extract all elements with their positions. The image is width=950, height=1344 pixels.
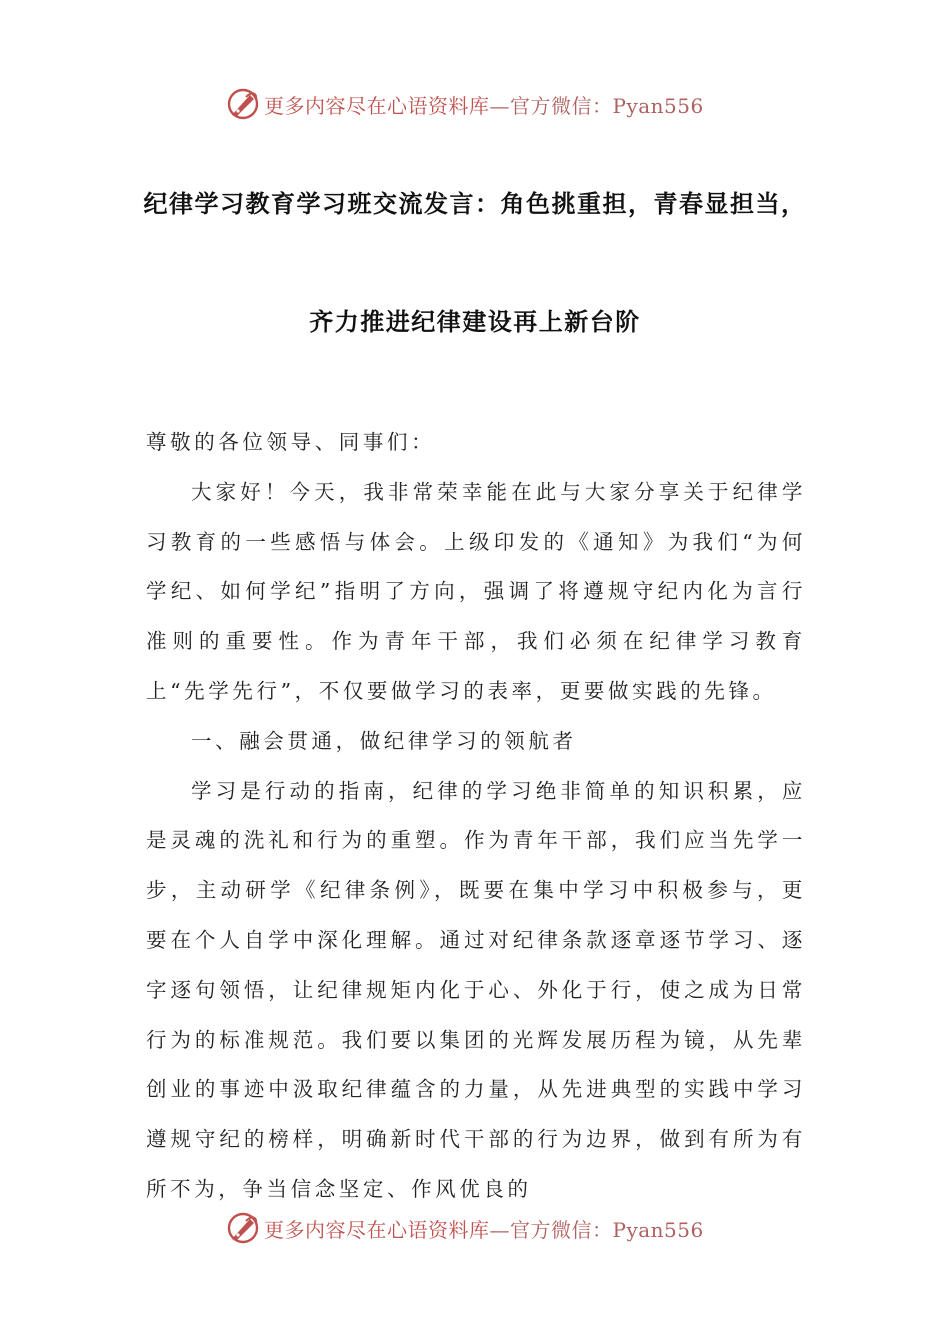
header-watermark	[226, 86, 746, 122]
pen-nib-logo-icon	[226, 1211, 260, 1245]
footer-watermark	[226, 1210, 746, 1246]
document-title-line-2: 齐力推进纪律建设再上新台阶	[309, 308, 641, 336]
document-body	[146, 418, 806, 1215]
watermark-site-name: 更多内容尽在心语资料库	[264, 93, 490, 118]
watermark-text	[264, 90, 704, 119]
watermark-contact: —官方微信：Pyan556	[489, 93, 704, 118]
watermark-contact: —官方微信：Pyan556	[489, 1217, 704, 1242]
pen-nib-logo-icon	[226, 87, 260, 121]
paragraph-intro: 大家好！今天，我非常荣幸能在此与大家分享关于纪律学习教育的一些感悟与体会。上级印发的《通知》为我们“为何学纪、如何学纪”指明了方向，强调了将遵规守纪内化为言行准则的重要性。作为青年干部，我们必须在纪律学习教育上“先学先行”，不仅要做学习的表率，更要做实践的先锋。	[146, 479, 806, 703]
document-title-line-1: 纪律学习教育学习班交流发言：角色挑重担，青春显担当，	[143, 190, 807, 218]
salutation: 尊敬的各位领导、同事们：	[146, 430, 436, 454]
section-heading-1: 一、融会贯通，做纪律学习的领航者	[191, 728, 577, 753]
watermark-site-name: 更多内容尽在心语资料库	[264, 1217, 490, 1242]
watermark-text	[264, 1214, 704, 1243]
paragraph-section-1: 学习是行动的指南，纪律的学习绝非简单的知识积累，应是灵魂的洗礼和行为的重塑。作为青年干部，我们应当先学一步，主动研学《纪律条例》，既要在集中学习中积极参与，更要在个人自学中深化理解。通过对纪律条款逐章逐节学习、逐字逐句领悟，让纪律规矩内化于心、外化于行，使之成为日常行为的标准规范。我们要以集团的光辉发展历程为镜，从先辈创业的事迹中汲取纪律蕴含的力量，从先进典型的实践中学习遵规守纪的榜样，明确新时代干部的行为边界，做到有所为有所不为，争当信念坚定、作风优良的	[146, 778, 806, 1201]
